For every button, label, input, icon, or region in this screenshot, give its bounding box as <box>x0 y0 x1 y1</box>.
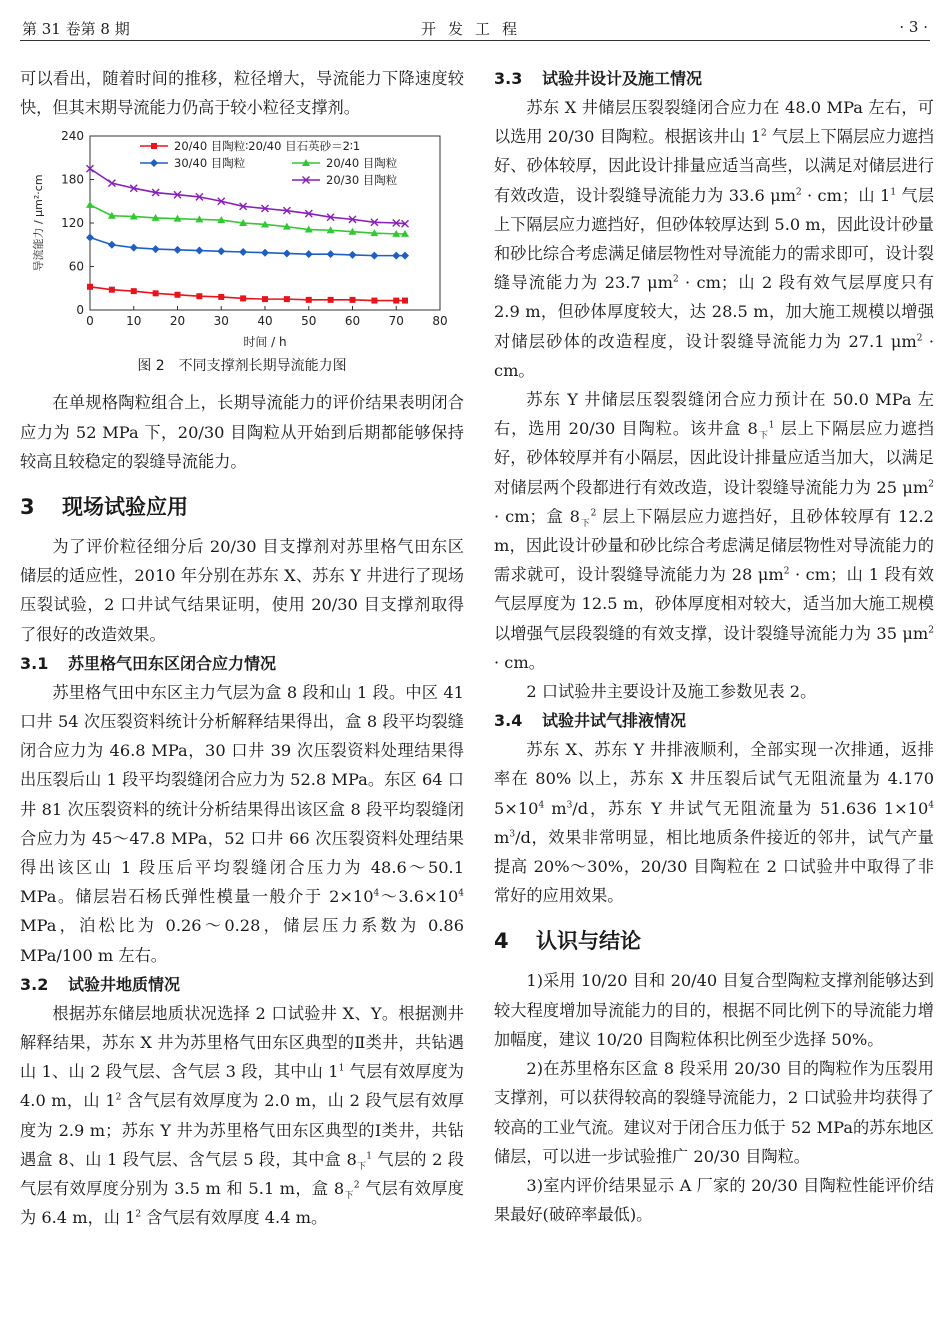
data-point <box>402 298 408 304</box>
legend-label: 20/40 目陶粒 <box>326 156 398 171</box>
legend-label: 20/30 目陶粒 <box>326 173 398 188</box>
data-point <box>152 246 160 254</box>
conclusion-2: 2)在苏里格东区盒 8 段采用 20/30 目的陶粒作为压裂用支撑剂，可以获得较高的裂缝导流能力，2 口试验井均获得了较高的工业气流。建议对于闭合压力低于 52 MPa的苏东地区储层，可以进一步试验推广 20/30 目陶粒。 <box>494 1059 934 1166</box>
legend-label: 20/40 目陶粒∶20/40 目石英砂＝2∶1 <box>174 139 361 154</box>
x-tick-label: 0 <box>86 314 94 329</box>
x-tick-label: 40 <box>257 314 273 329</box>
data-point <box>195 247 203 255</box>
data-point <box>130 244 138 252</box>
data-point <box>131 289 137 295</box>
data-point <box>218 294 224 300</box>
series-line <box>90 238 405 256</box>
subsection-title: 试验井地质情况 <box>68 974 181 994</box>
right-column <box>494 64 934 1229</box>
x-tick-label: 20 <box>169 314 186 329</box>
paragraph: 苏东 X 井储层压裂裂缝闭合应力在 48.0 MPa 左右，可以选用 20/30 目陶粒。根据该井山 $1^2$ 气层上下隔层应力遮挡好、砂体较厚，因此设计排量应适当高些，以满足对储层进行有效改造，设计裂缝导流能力为 33.6 $\mu m^2$ · cm；山 $1^1$ 气层上下隔层应力遮挡好，但砂体较厚达到 5.0 m，因此设计砂量和砂比综合考虑满足储层物性对导流能力的需求即可，设计裂缝导流能力为 23.7 $\mu m^2$ · cm；山 2 段有效气层厚度只有 2.9 m，但砂体厚度较大，达 28.5 m，加大施工规模以增强对储层砂体的改造程度，设计裂缝导流能力为 27.1 $\mu m^2$ · cm。 <box>494 98 935 380</box>
data-point <box>305 251 313 259</box>
data-point <box>109 287 115 293</box>
x-tick-label: 60 <box>344 314 361 329</box>
section-number: 4 <box>494 929 509 954</box>
journal-issue: 第 31 卷第 8 期 <box>22 20 130 38</box>
section-heading <box>20 492 464 522</box>
header-rule <box>20 40 930 41</box>
conclusion-3: 3)室内评价结果显示 A 厂家的 20/30 目陶粒性能评价结果最好(破碎率最低)。 <box>494 1175 934 1225</box>
section-number: 3 <box>20 495 35 520</box>
y-tick-label: 60 <box>68 259 84 274</box>
section-heading <box>494 926 934 956</box>
section-title: 现场试验应用 <box>62 495 188 520</box>
data-point <box>151 143 157 149</box>
data-point <box>261 249 269 257</box>
paragraph: 为了评价粒径细分后 20/30 目支撑剂对苏里格气田东区储层的适应性，2010 年分别在苏东 X、苏东 Y 井进行了现场压裂试验，2 口井试气结果证明，使用 20/30 目支撑剂取得了很好的改造效果。 <box>20 537 464 644</box>
data-point <box>327 251 335 259</box>
subsection-title: 试验井设计及施工情况 <box>542 69 703 88</box>
data-point <box>217 248 225 256</box>
data-point <box>240 296 246 302</box>
x-axis-label: 时间 / h <box>243 335 287 350</box>
data-point <box>262 297 268 303</box>
paragraph: 2 口试验井主要设计及施工参数见表 2。 <box>526 682 817 702</box>
paragraph: 可以看出，随着时间的推移，粒径增大，导流能力下降速度较快，但其末期导流能力仍高于较小粒径支撑剂。 <box>20 69 464 118</box>
data-point <box>392 252 400 260</box>
x-tick-label: 10 <box>126 314 142 329</box>
series-line <box>90 287 405 301</box>
paragraph: 在单规格陶粒组合上，长期导流能力的评价结果表明闭合应力为 52 MPa 下，20/30 目陶粒从开始到后期都能够保持较高且较稳定的裂缝导流能力。 <box>20 393 464 471</box>
subsection-number: 3.1 <box>20 653 49 673</box>
subsection-heading <box>494 706 934 735</box>
y-tick-label: 240 <box>61 129 84 144</box>
y-tick-label: 120 <box>61 216 84 231</box>
data-point <box>306 297 312 303</box>
subsection-heading <box>20 649 464 678</box>
data-point <box>371 298 377 304</box>
subsection-number: 3.2 <box>20 974 49 994</box>
data-point <box>284 297 290 303</box>
conductivity-chart <box>20 128 464 350</box>
data-point <box>153 291 159 297</box>
page-number: · 3 · <box>899 18 928 36</box>
data-point <box>175 292 181 298</box>
x-tick-label: 50 <box>301 314 317 329</box>
section-title: 认识与结论 <box>536 929 641 954</box>
figure-caption: 图 2 不同支撑剂长期导流能力图 <box>137 358 347 375</box>
x-tick-label: 70 <box>388 314 404 329</box>
data-point <box>370 252 378 260</box>
data-point <box>349 251 357 259</box>
page-header <box>22 14 928 40</box>
data-point <box>196 294 202 300</box>
paragraph: 苏里格气田中东区主力气层为盒 8 段和山 1 段。中区 41 口井 54 次压裂资料统计分析解释结果得出，盒 8 段平均裂缝闭合应力为 46.8 MPa，30 口井 39 次压裂资料处理结果得出压裂后山 1 段平均裂缝闭合应力为 52.8 MPa。东区 64 口井 81 次压裂资料的统计分析结果得出该区盒 8 段平均裂缝闭合应力为 45～47.8 MPa，52 口井 66 次压裂资料处理结果得出该区山 1 段压后平均裂缝闭合压力为 48.6～50.1 MPa。储层岩石杨氏弹性模量一般介于 $2\times 10^4\sim 3.6\times 10^4$ MPa，泊松比为 0.26～0.28，储层压力系数为 0.86 MPa/100 m 左右。 <box>20 682 465 965</box>
y-tick-label: 0 <box>76 303 84 318</box>
legend-label: 30/40 目陶粒 <box>174 156 246 171</box>
data-point <box>350 297 356 303</box>
conclusion-1: 1)采用 10/20 目和 20/40 目复合型陶粒支撑剂能够达到较大程度增加导流能力的目的，根据不同比例下的导流能力增加幅度，建议 10/20 目陶粒体积比例至少选择 50%。 <box>494 971 934 1049</box>
data-point <box>283 250 291 258</box>
data-point <box>87 284 93 290</box>
y-tick-label: 180 <box>61 172 84 187</box>
y-axis-label: 导流能力 / μm²·cm <box>32 174 45 272</box>
subsection-number: 3.4 <box>494 711 523 731</box>
data-point <box>239 248 247 256</box>
data-point <box>108 241 116 249</box>
data-point <box>174 246 182 254</box>
data-point <box>86 201 94 208</box>
data-point <box>401 252 409 260</box>
subsection-number: 3.3 <box>494 69 523 88</box>
subsection-heading <box>494 64 934 93</box>
subsection-title: 苏里格气田东区闭合应力情况 <box>68 653 277 673</box>
subsection-title: 试验井试气排液情况 <box>542 711 687 731</box>
subsection-heading <box>20 970 464 999</box>
paragraph: 苏东 X、苏东 Y 井排液顺利，全部实现一次排通，返排率在 80% 以上，苏东 X 井压裂后试气无阻流量为 4.170 $5\times 10^4$ $m^3/d$，苏东 Y 井试气无阻流量为 51.636 $1\times 10^4$ $m^3/d$，效果非常明显，相比地质条件接近的邻井，试气产量提高 20%～30%，20/30 目陶粒在 2 口试验井中取得了非常好的应用效果。 <box>494 740 934 906</box>
data-point <box>86 234 94 242</box>
data-point <box>328 297 334 303</box>
x-tick-label: 80 <box>432 314 448 329</box>
data-point <box>150 159 158 167</box>
figure-2 <box>20 128 464 350</box>
x-tick-label: 30 <box>213 314 229 329</box>
paragraph: 根据苏东储层地质状况选择 2 口试验井 X、Y。根据测井解释结果，苏东 X 井为苏里格气田东区典型的Ⅱ类井，共钻遇山 1、山 2 段气层、含气层 3 段，其中山 $1^1$ 气层有效厚度为 4.0 m，山 $1^2$ 含气层有效厚度为 2.0 m，山 2 段气层有效厚度为 2.9 m；苏东 Y 井为苏里格气田东区典型的Ⅰ类井，共钻遇盒 8、山 1 段气层、含气层 5 段，其中盒 $8_下^1$ 气层的 2 段气层有效厚度分别为 3.5 m 和 5.1 m，盒 $8_下^2$ 气层有效厚度为 6.4 m，山 $1^2$ 含气层有效厚度 4.4 m。 <box>20 1003 465 1228</box>
left-column <box>20 64 464 1232</box>
paragraph: 苏东 Y 井储层压裂裂缝闭合应力预计在 50.0 MPa 左右，选用 20/30 目陶粒。该井盒 $8_下^1$ 层上下隔层应力遮挡好，砂体较厚并有小隔层，因此设计排量应适当加大，以满足对储层两个段都进行有效改造，设计裂缝导流能力为 25 $\mu m^2$ · cm；盒 $8_下^2$ 层上下隔层应力遮挡好，且砂体较厚有 12.2 m，因此设计砂量和砂比综合考虑满足储层物性对导流能力的需求就可，设计裂缝导流能力为 28 $\mu m^2$ · cm；山 1 段有效气层厚度为 12.5 m，砂体厚度相对较大，适当加大施工规模以增强气层段裂缝的有效支撑，设计裂缝导流能力为 35 $\mu m^2$ · cm。 <box>494 390 934 672</box>
data-point <box>393 298 399 304</box>
section-name: 开发工程 <box>420 20 529 38</box>
